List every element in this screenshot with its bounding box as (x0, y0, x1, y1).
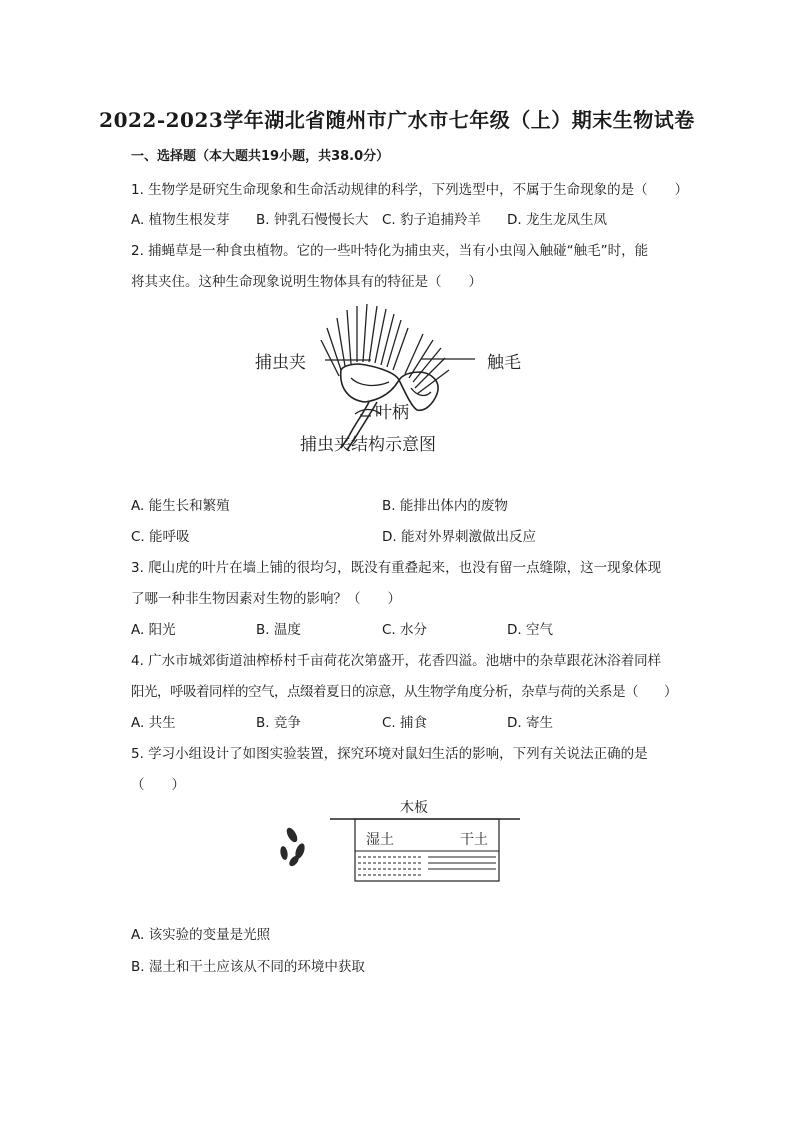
woodlouse-experiment-figure (270, 795, 530, 895)
question-4-option-b[interactable]: B. 竞争 (256, 715, 301, 731)
question-5-stem-line-2: （ ） (131, 777, 185, 793)
question-2-option-b[interactable]: B. 能排出体内的废物 (382, 498, 508, 514)
question-4-option-c[interactable]: C. 捕食 (382, 715, 428, 731)
question-1-option-a[interactable]: A. 植物生根发芽 (131, 212, 230, 228)
question-4-option-d[interactable]: D. 寄生 (507, 715, 553, 731)
page-title: 2022-2023学年湖北省随州市广水市七年级（上）期末生物试卷 (99, 108, 695, 132)
figure-label-trigger-hair: 触毛 (487, 353, 521, 373)
figure-caption: 捕虫夹结构示意图 (300, 435, 436, 455)
question-3-stem-line-2: 了哪一种非生物因素对生物的影响？（ ） (131, 591, 401, 607)
figure-label-petiole: 叶柄 (375, 403, 409, 423)
question-3-option-b[interactable]: B. 温度 (256, 622, 301, 638)
question-5-option-a[interactable]: A. 该实验的变量是光照 (131, 927, 271, 943)
figure-label-trap: 捕虫夹 (255, 353, 306, 373)
question-5-option-b[interactable]: B. 湿土和干土应该从不同的环境中获取 (131, 959, 365, 975)
figure-label-wet-soil: 湿土 (366, 832, 394, 848)
figure-label-board: 木板 (400, 800, 428, 816)
section-heading: 一、选择题（本大题共19小题，共38.0分） (131, 149, 390, 164)
figure-label-dry-soil: 干土 (460, 832, 488, 848)
question-1-option-d[interactable]: D. 龙生龙凤生凤 (507, 212, 607, 228)
question-4-option-a[interactable]: A. 共生 (131, 715, 176, 731)
question-3-option-c[interactable]: C. 水分 (382, 622, 428, 638)
question-4-stem-line-1: 4. 广水市城郊街道油榨桥村千亩荷花次第盛开，花香四溢。池塘中的杂草跟花沐浴着同样 (131, 653, 662, 669)
question-4-stem-line-2: 阳光，呼吸着同样的空气，点缀着夏日的凉意，从生物学角度分析，杂草与荷的关系是（ ） (131, 684, 677, 700)
question-1-stem: 1. 生物学是研究生命现象和生命活动规律的科学，下列选型中，不属于生命现象的是（ ） (131, 182, 689, 198)
question-1-option-c[interactable]: C. 豹子追捕羚羊 (382, 212, 482, 228)
question-2-stem-line-2: 将其夹住。这种生命现象说明生物体具有的特征是（ ） (131, 274, 482, 290)
question-5-stem-line-1: 5. 学习小组设计了如图实验装置，探究环境对鼠妇生活的影响，下列有关说法正确的是 (131, 746, 648, 762)
question-3-option-d[interactable]: D. 空气 (507, 622, 553, 638)
question-2-option-c[interactable]: C. 能呼吸 (131, 529, 190, 545)
question-2-stem-line-1: 2. 捕蝇草是一种食虫植物。它的一些叶特化为捕虫夹，当有小虫闯入触碰“触毛”时，能 (131, 243, 649, 259)
question-3-option-a[interactable]: A. 阳光 (131, 622, 176, 638)
question-3-stem-line-1: 3. 爬山虎的叶片在墙上铺的很均匀，既没有重叠起来，也没有留一点缝隙，这一现象体现 (131, 560, 662, 576)
question-2-option-a[interactable]: A. 能生长和繁殖 (131, 498, 230, 514)
question-1-option-b[interactable]: B. 钟乳石慢慢长大 (256, 212, 369, 228)
question-2-option-d[interactable]: D. 能对外界刺激做出反应 (382, 529, 536, 545)
venus-flytrap-figure (255, 296, 545, 466)
